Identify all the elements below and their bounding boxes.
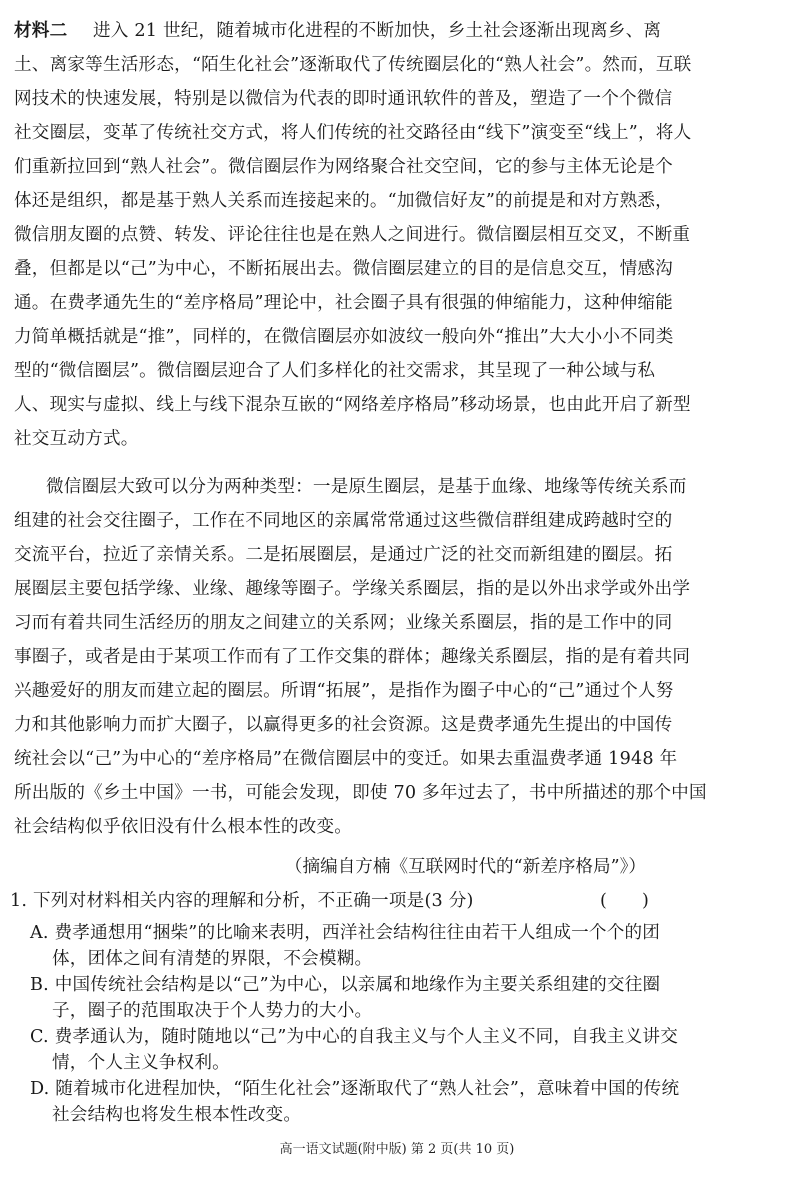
material-para2-line: 微信圈层大致可以分为两种类型：一是原生圈层，是基于血缘、地缘等传统关系而 [46, 477, 687, 497]
material-line: 们重新拉回到“熟人社会”。微信圈层作为网络聚合社交空间，它的参与主体无论是个 [14, 157, 673, 177]
option-letter: D. [30, 1079, 50, 1099]
page-footer: 高一语文试题(附中版) 第 2 页(共 10 页) [279, 1142, 515, 1157]
material-line: 微信朋友圈的点赞、转发、评论往往也是在熟人之间进行。微信圈层相互交叉，不断重 [14, 225, 691, 245]
material-para2-line: 交流平台，拉近了亲情关系。二是拓展圈层，是通过广泛的社交而新组建的圈层。拓 [14, 545, 673, 565]
option-text: 费孝通想用“捆柴”的比喻来表明，西洋社会结构往往由若干人组成一个个的团 [54, 923, 661, 943]
material-text: 进入 21 世纪，随着城市化进程的不断加快，乡土社会逐渐出现离乡、离 [92, 21, 662, 41]
option-text: 费孝通认为，随时随地以“己”为中心的自我主义与个人主义不同，自我主义讲交 [54, 1027, 679, 1047]
option-a-cont: 体，团体之间有清楚的界限，不会模糊。 [52, 949, 373, 969]
material-para2-line: 习而有着共同生活经历的朋友之间建立的关系网；业缘关系圈层，指的是工作中的同 [14, 613, 673, 633]
material-line: 土、离家等生活形态，“陌生化社会”逐渐取代了传统圈层化的“熟人社会”。然而，互联 [14, 55, 692, 75]
option-b-cont: 子，圈子的范围取决于个人势力的大小。 [52, 1001, 373, 1021]
material-para2-line: 社会结构似乎依旧没有什么根本性的改变。 [14, 817, 353, 837]
material-line: 网技术的快速发展，特别是以微信为代表的即时通讯软件的普及，塑造了一个个微信 [14, 89, 673, 109]
material-line-1 [14, 14, 661, 48]
option-d-cont: 社会结构也将发生根本性改变。 [52, 1105, 302, 1125]
option-text: 随着城市化进程加快，“陌生化社会”逐渐取代了“熟人社会”，意味着中国的传统 [55, 1079, 680, 1099]
material-line: 叠，但都是以“己”为中心，不断拓展出去。微信圈层建立的目的是信息交互，情感沟 [14, 259, 673, 279]
material-line: 社交互动方式。 [14, 429, 139, 449]
option-letter: A. [30, 923, 49, 943]
material-para2-line: 统社会以“己”为中心的“差序格局”在微信圈层中的变迁。如果去重温费孝通 1948 年 [14, 749, 678, 769]
material-line: 人、现实与虚拟、线上与线下混杂互嵌的“网络差序格局”移动场景，也由此开启了新型 [14, 395, 691, 415]
option-text: 中国传统社会结构是以“己”为中心，以亲属和地缘作为主要关系组建的交往圈 [54, 975, 661, 995]
source-citation: （摘编自方楠《互联网时代的“新差序格局”》） [284, 857, 646, 877]
material-line: 力简单概括就是“推”，同样的，在微信圈层亦如波纹一般向外“推出”大大小小不同类 [14, 327, 674, 347]
material-para2-line: 所出版的《乡土中国》一书，可能会发现，即使 70 多年过去了，书中所描述的那个中国 [14, 783, 707, 803]
option-c-cont: 情，个人主义争权利。 [52, 1053, 230, 1073]
material-line: 通。在费孝通先生的“差序格局”理论中，社会圈子具有很强的伸缩能力，这种伸缩能 [14, 293, 673, 313]
question-stem: 1. 下列对材料相关内容的理解和分析，不正确一项是(3 分) [10, 891, 474, 911]
material-label: 材料二 [14, 20, 68, 41]
material-line: 体还是组织，都是基于熟人关系而连接起来的。“加微信好友”的前提是和对方熟悉， [14, 191, 673, 211]
material-line: 型的“微信圈层”。微信圈层迎合了人们多样化的社交需求，其呈现了一种公域与私 [14, 361, 656, 381]
material-para2-line: 力和其他影响力而扩大圈子，以赢得更多的社会资源。这是费孝通先生提出的中国传 [14, 715, 673, 735]
material-line: 社交圈层，变革了传统社交方式，将人们传统的社交路径由“线下”演变至“线上”，将人 [14, 123, 692, 143]
material-para2-line: 兴趣爱好的朋友而建立起的圈层。所谓“拓展”，是指作为圈子中心的“己”通过个人努 [14, 681, 674, 701]
material-para2-line: 组建的社会交往圈子，工作在不同地区的亲属常常通过这些微信群组建成跨越时空的 [14, 511, 673, 531]
option-letter: C. [30, 1027, 49, 1047]
material-para2-line: 展圈层主要包括学缘、业缘、趣缘等圈子。学缘关系圈层，指的是以外出求学或外出学 [14, 579, 691, 599]
answer-blank[interactable]: ( ) [600, 891, 649, 911]
option-letter: B. [30, 975, 49, 995]
material-para2-line: 事圈子，或者是由于某项工作而有了工作交集的群体；趣缘关系圈层，指的是有着共同 [14, 647, 691, 667]
